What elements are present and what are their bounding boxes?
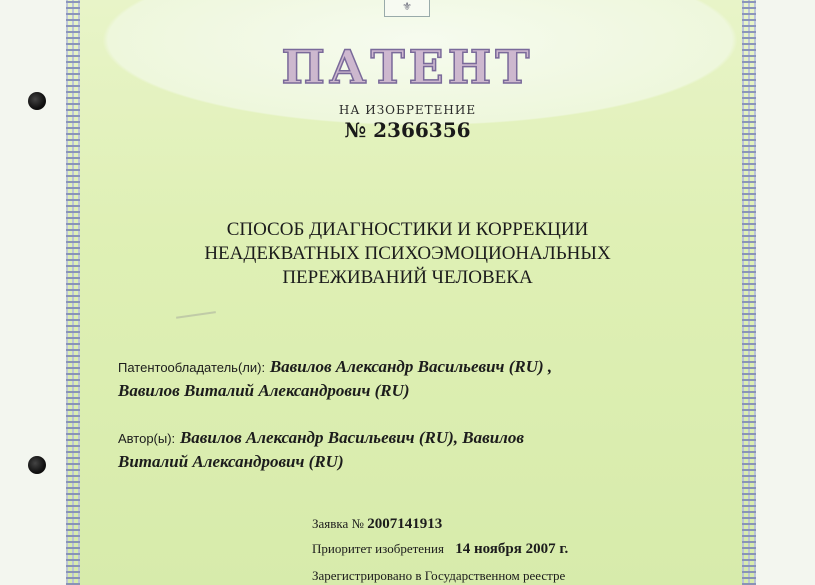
- author-name-2: Виталий Александрович (RU): [118, 452, 344, 471]
- invention-title: [150, 218, 665, 290]
- holder-name-2: Вавилов Виталий Александрович (RU): [118, 381, 410, 400]
- priority-line: [312, 541, 568, 558]
- document-title: ПАТЕНТ: [281, 40, 534, 94]
- author-label: Автор(ы):: [118, 431, 176, 446]
- holder-label: Патентообладатель(ли):: [118, 360, 266, 375]
- author-name-1: Вавилов Александр Васильевич (RU), Вавилов: [179, 428, 524, 447]
- patent-holder: [118, 355, 698, 403]
- application-line: [312, 516, 442, 533]
- application-number: 2007141913: [367, 516, 443, 532]
- invention-title-line: НЕАДЕКВАТНЫХ ПСИХОЭМОЦИОНАЛЬНЫХ: [204, 243, 611, 264]
- authors: [118, 426, 698, 474]
- registered-line: Зарегистрировано в Государственном реестре: [312, 568, 566, 583]
- invention-title-line: ПЕРЕЖИВАНИЙ ЧЕЛОВЕКА: [282, 267, 533, 288]
- invention-title-line: СПОСОБ ДИАГНОСТИКИ И КОРРЕКЦИИ: [226, 219, 589, 240]
- priority-label: Приоритет изобретения: [312, 541, 444, 556]
- holder-name-1: Вавилов Александр Васильевич (RU) ,: [269, 357, 553, 376]
- patent-number: № 2366356: [344, 118, 471, 142]
- application-label: Заявка №: [312, 516, 364, 531]
- document-subtitle: НА ИЗОБРЕТЕНИЕ: [338, 103, 477, 117]
- priority-date: 14 ноября 2007 г.: [455, 541, 569, 557]
- state-emblem-icon: ⚜: [384, 0, 430, 17]
- pencil-mark: [174, 297, 216, 318]
- punch-hole-icon: [28, 456, 46, 474]
